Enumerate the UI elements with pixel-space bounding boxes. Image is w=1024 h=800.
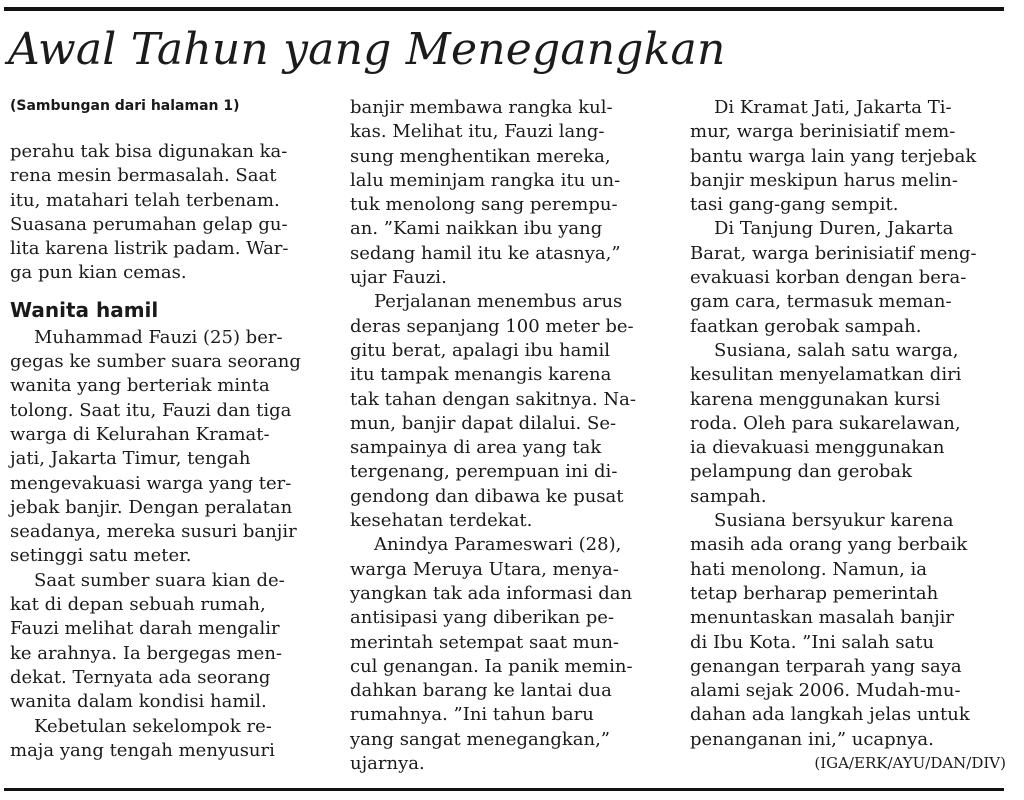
text-line: dahan ada langkah jelas untuk (690, 704, 970, 726)
text-line: warga di Kelurahan Kramat- (10, 423, 270, 445)
text-line: Fauzi melihat darah mengalir (10, 618, 280, 640)
text-line: tolong. Saat itu, Fauzi dan tiga (10, 399, 292, 421)
text-line: gendong dan dibawa ke pusat (350, 485, 624, 507)
text-line: sampainya di area yang tak (350, 437, 602, 459)
text-line: yangkan tak ada informasi dan (350, 582, 633, 604)
text-line: setinggi satu meter. (10, 545, 192, 567)
text-line: sampah. (690, 485, 767, 507)
paragraph (10, 569, 330, 715)
article-headline: Awal Tahun yang Menegangkan (8, 24, 726, 75)
text-line: Barat, warga berinisiatif meng- (690, 242, 977, 264)
text-line: mur, warga berinisiatif mem- (690, 121, 956, 143)
paragraph (10, 140, 330, 286)
text-line: menuntaskan masalah banjir (690, 607, 955, 629)
text-line: masih ada orang yang berbaik (690, 534, 968, 556)
text-line: perahu tak bisa digunakan ka- (10, 141, 288, 162)
text-line: dekat. Ternyata ada seorang (10, 666, 271, 688)
text-line: Susiana bersyukur karena (714, 510, 954, 532)
text-line: antisipasi yang diberikan pe- (350, 607, 615, 629)
text-line: sung menghentikan mereka, (350, 145, 611, 167)
text-line: jati, Jakarta Timur, tengah (10, 448, 251, 470)
text-line: wanita yang berteriak minta (10, 375, 270, 397)
text-line: jebak banjir. Dengan peralatan (10, 496, 293, 518)
author-byline: (IGA/ERK/AYU/DAN/DIV) (814, 754, 1006, 773)
text-line: Di Kramat Jati, Jakarta Ti- (714, 97, 952, 118)
paragraph (690, 96, 1008, 217)
text-line: Di Tanjung Duren, Jakarta (714, 218, 954, 240)
text-line: mengevakuasi warga yang ter- (10, 472, 292, 494)
text-line: tak tahan dengan sakitnya. Na- (350, 388, 636, 410)
section-subheading: Wanita hamil (10, 297, 159, 322)
bottom-rule (4, 788, 1004, 791)
text-line: kat di depan sebuah rumah, (10, 594, 266, 616)
text-line: itu, matahari telah terbenam. (10, 189, 280, 211)
text-line: rumahnya. ”Ini tahun baru (350, 704, 594, 726)
text-line: faatkan gerobak sampah. (690, 315, 922, 337)
text-line: Suasana perumahan gelap gu- (10, 213, 288, 235)
text-line: Perjalanan menembus arus (374, 291, 623, 313)
text-line: roda. Oleh para sukarelawan, (690, 412, 961, 434)
article-column-2 (350, 96, 670, 776)
text-line: itu tampak menangis karena (350, 364, 612, 386)
text-line: genangan terparah yang saya (690, 655, 962, 677)
text-line: gitu berat, apalagi ibu hamil (350, 339, 610, 361)
text-line: warga Meruya Utara, menya- (350, 558, 619, 580)
text-line: gegas ke sumber suara seorang (10, 351, 301, 373)
text-line: ke arahnya. Ia bergegas men- (10, 642, 283, 664)
text-line: tasi gang-gang sempit. (690, 194, 899, 216)
text-line: ujarnya. (350, 753, 425, 775)
text-line: kas. Melihat itu, Fauzi lang- (350, 121, 605, 143)
text-line: sedang hamil itu ke atasnya,” (350, 242, 621, 264)
text-line: ujar Fauzi. (350, 267, 447, 289)
article-column-1 (10, 96, 330, 763)
text-line: Muhammad Fauzi (25) ber- (34, 326, 283, 348)
top-rule (4, 7, 1004, 11)
text-line: maja yang tengah menyusuri (10, 739, 275, 761)
text-line: alami sejak 2006. Mudah-mu- (690, 680, 961, 702)
text-line: tetap berharap pemerintah (690, 582, 939, 604)
text-line: tuk menolong sang perempu- (350, 194, 618, 216)
text-line: kesehatan terdekat. (350, 510, 533, 532)
text-line: tergenang, perempuan ini di- (350, 461, 618, 483)
text-line: lita karena listrik padam. War- (10, 238, 289, 260)
paragraph (350, 533, 670, 776)
paragraph (350, 290, 670, 533)
text-line: ia dievakuasi menggunakan (690, 437, 945, 459)
text-line: ga pun kian cemas. (10, 262, 187, 284)
text-line: merintah setempat saat mun- (350, 631, 619, 653)
text-line: di Ibu Kota. ”Ini salah satu (690, 631, 935, 653)
paragraph (350, 96, 670, 290)
text-line: an. ”Kami naikkan ibu yang (350, 218, 603, 240)
text-line: karena menggunakan kursi (690, 388, 941, 410)
text-line: pelampung dan gerobak (690, 461, 913, 483)
article-column-3 (690, 96, 1008, 774)
text-line: evakuasi korban dengan bera- (690, 267, 967, 289)
paragraph (690, 339, 1008, 509)
text-line: gam cara, termasuk meman- (690, 291, 952, 313)
text-line: banjir meskipun harus melin- (690, 169, 958, 191)
paragraph (690, 217, 1008, 338)
paragraph (690, 509, 1008, 752)
text-line: bantu warga lain yang terjebak (690, 145, 977, 167)
continued-from-note: (Sambungan dari halaman 1) (10, 98, 240, 114)
text-line: hati menolong. Namun, ia (690, 558, 928, 580)
text-line: Susiana, salah satu warga, (714, 339, 959, 361)
text-line: mun, banjir dapat dilalui. Se- (350, 412, 617, 434)
text-line: Kebetulan sekelompok re- (34, 715, 272, 737)
text-line: Saat sumber suara kian de- (34, 569, 285, 591)
text-line: kesulitan menyelamatkan diri (690, 364, 962, 386)
text-line: dahkan barang ke lantai dua (350, 680, 612, 702)
text-line: yang sangat menegangkan,” (350, 728, 610, 750)
paragraph (10, 715, 330, 764)
text-line: wanita dalam kondisi hamil. (10, 691, 267, 713)
text-line: rena mesin bermasalah. Saat (10, 165, 277, 187)
text-line: Anindya Parameswari (28), (374, 534, 622, 556)
text-line: lalu meminjam rangka itu un- (350, 169, 621, 191)
text-line: banjir membawa rangka kul- (350, 97, 613, 118)
text-line: seadanya, mereka susuri banjir (10, 521, 297, 543)
text-line: deras sepanjang 100 meter be- (350, 315, 634, 337)
paragraph (10, 326, 330, 569)
text-line: penanganan ini,” ucapnya. (690, 728, 934, 750)
text-line: cul genangan. Ia panik memin- (350, 655, 633, 677)
